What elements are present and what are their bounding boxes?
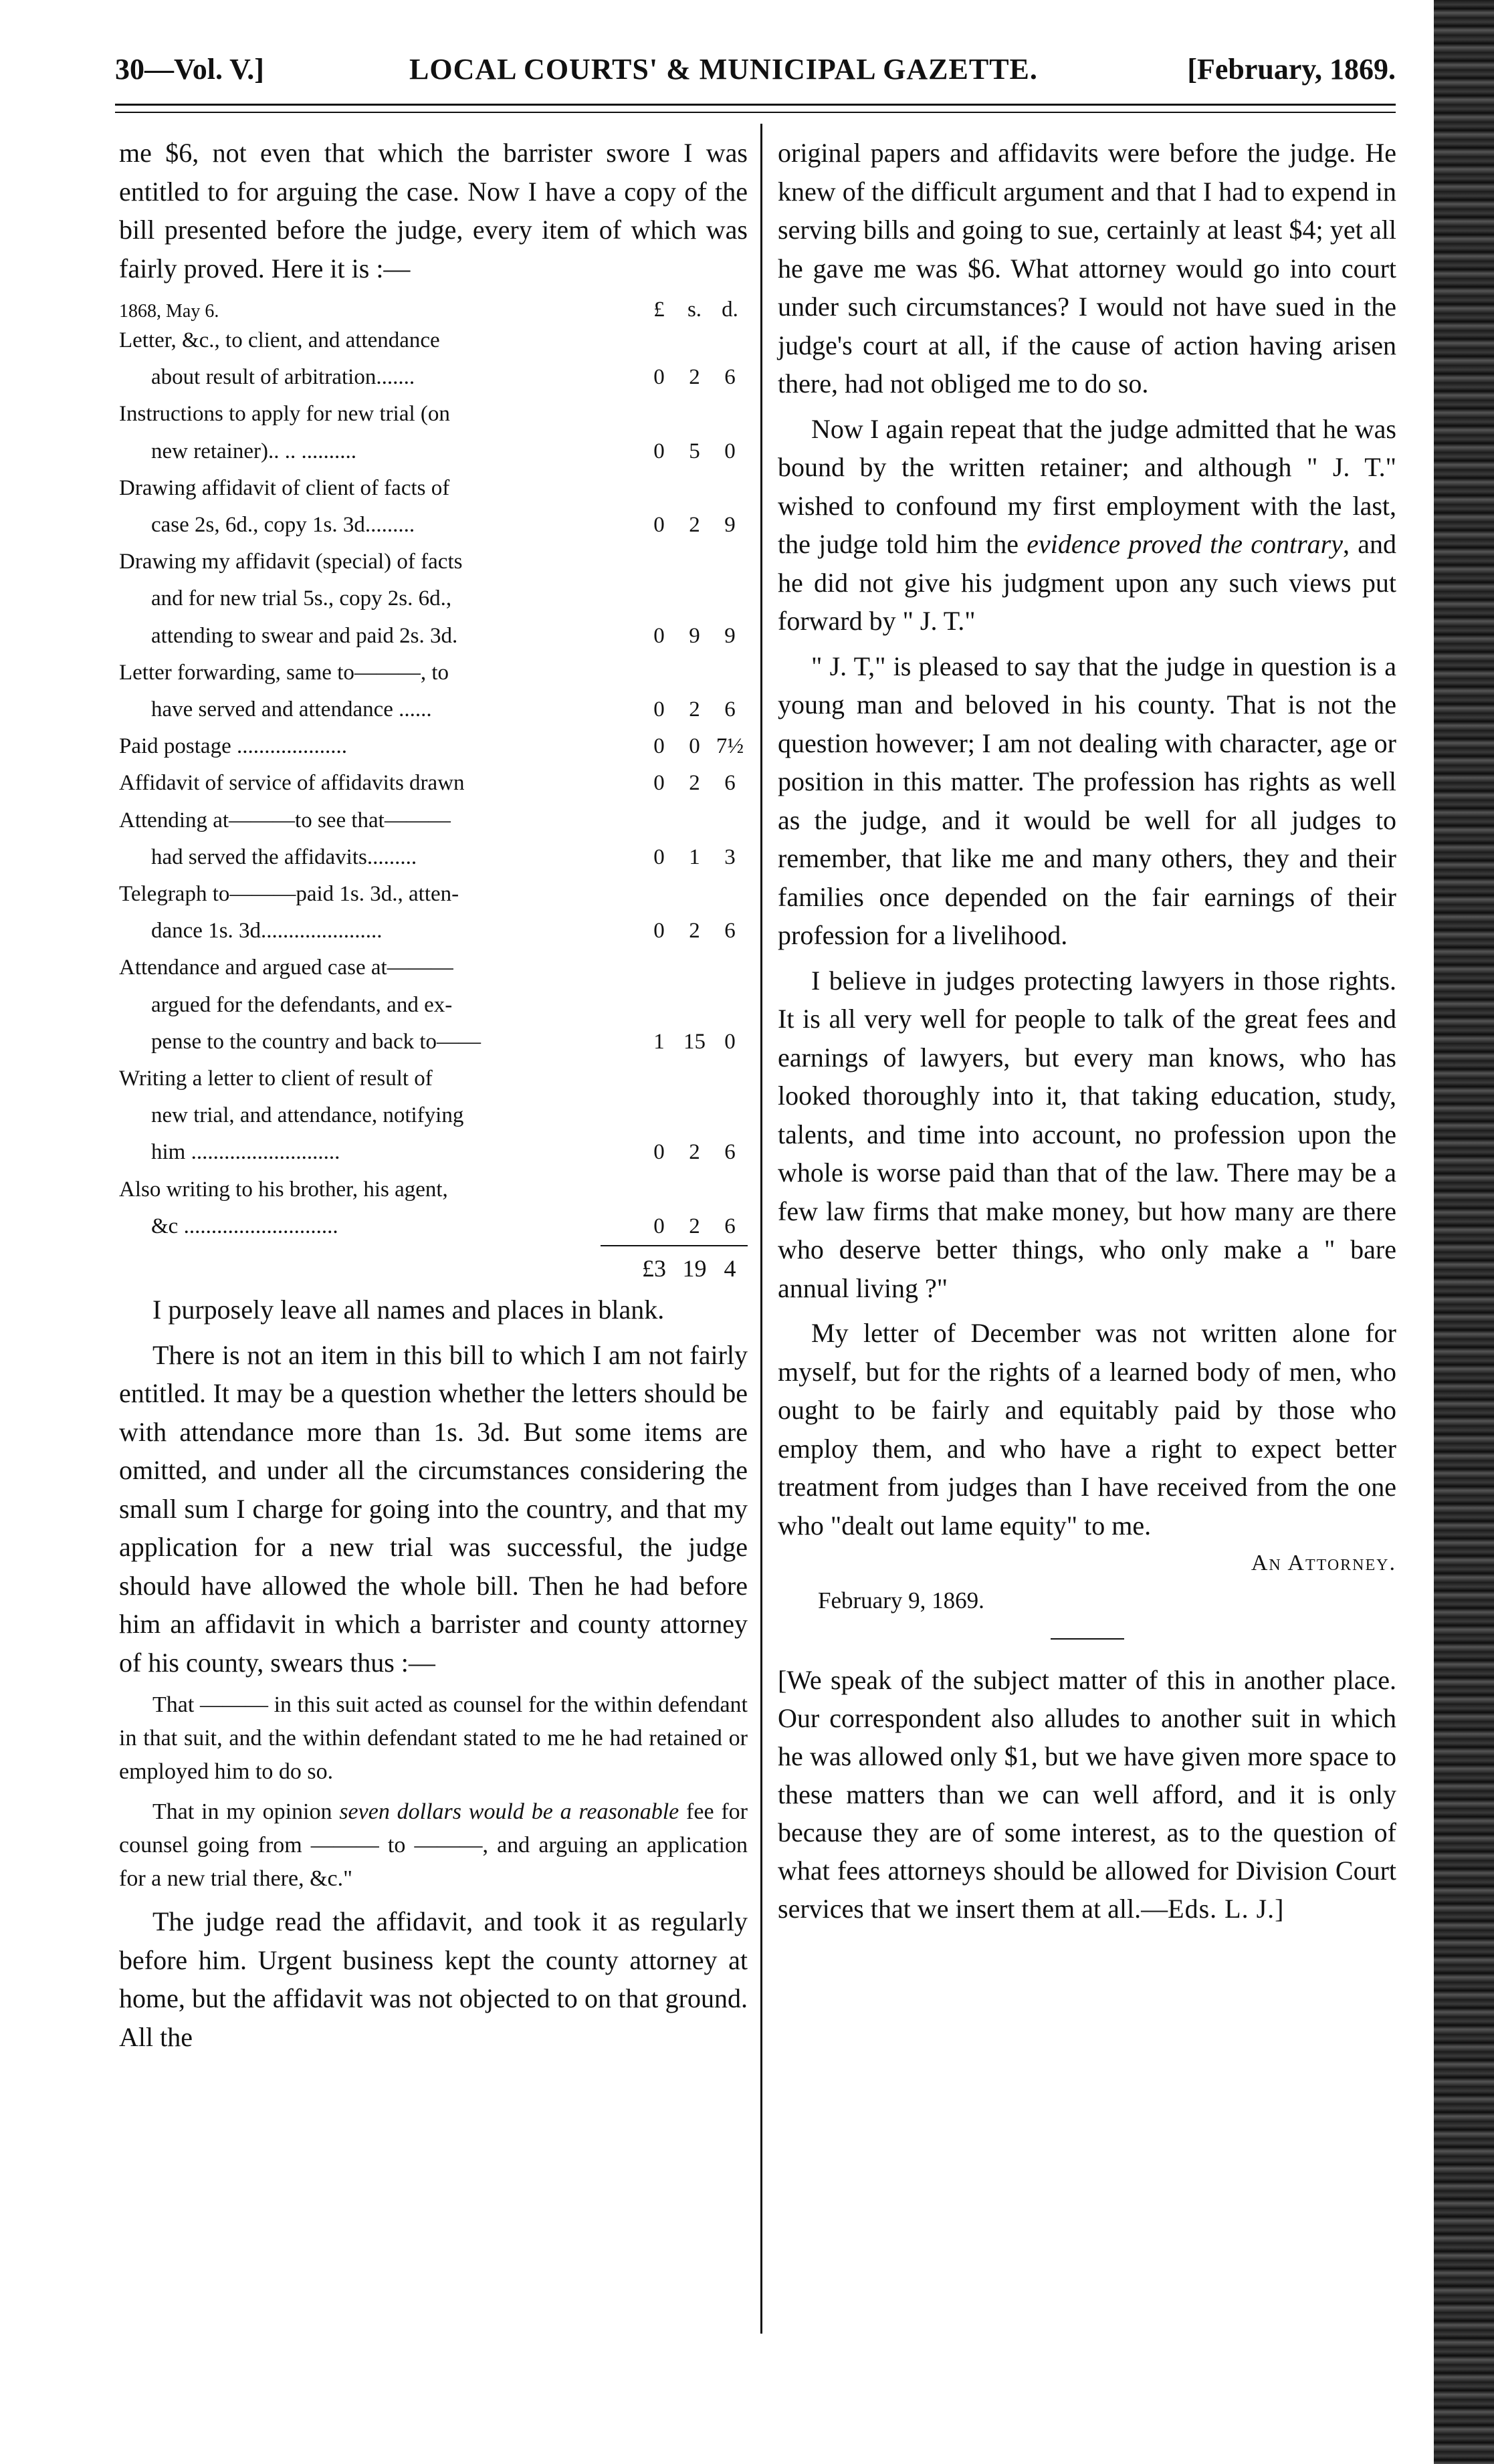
bill-amount-pounds: 0 [653,771,665,796]
bill-items [119,322,748,1245]
bill-item [119,544,748,655]
section-rule [1051,1638,1124,1640]
right-column [778,134,1396,1928]
paragraph: me $6, not even that which the barrister swore I was entitled to for arguing the case. Now I have a copy of the bill presented before the judge, every item of which was fairly proved. Here it is :— [119,138,748,284]
bill-amount-shillings: 0 [689,734,700,759]
editor-signature: Eds. L. J.] [1168,1894,1285,1924]
bill-item-text: Drawing my affidavit (special) of facts [119,550,463,574]
header-rule-bottom [115,112,1396,113]
bill-item-text: argued for the defendants, and ex- [151,992,453,1017]
bill-item-text: have served and attendance ...... [151,697,432,722]
bill-item-text: new trial, and attendance, notifying [151,1103,464,1128]
bill-item [119,1060,748,1171]
bill-item [119,470,748,544]
editor-note: [We speak of the subject matter of this in another place. Our correspondent also alludes to another suit in which he was allowed only $1, but we have given more space to these matters than we can well afford, and it is only because they are of some interest, as to the question of what fees attorneys should be allowed for Division Court services that we insert them at all.—Eds. L. J.] [778,1665,1396,1924]
bill-item-text: dance 1s. 3d...................... [151,919,383,943]
bill-amount-pence: 6 [724,771,736,796]
bill-total [601,1245,748,1291]
bill-amount-pounds: 0 [653,439,665,463]
bill-item [119,765,748,802]
bill-item [119,728,748,765]
paragraph: " J. T," is pleased to say that the judge in question is a young man and beloved in his county. That is not the question however; I am not dealing with character, age or position in this matter. The profession has rights as well as the judge, and it would be well for all judges to remember, that like me and many others, they and their families once depended on the fair earnings of their profession for a livelihood. [778,651,1396,950]
paragraph: Now I again repeat that the judge admitted that he was bound by the written retainer; and although " J. T." wished to confound my first employment with the last, the judge told him the evidence proved the contrary, and he did not give his judgment upon any such views put forward by " J. T." [778,413,1397,636]
bill-item-text: Telegraph to———paid 1s. 3d., atten- [119,882,459,907]
bill-item-text: Letter forwarding, same to———, to [119,660,449,685]
bill-amount-shillings: 2 [689,771,700,796]
bill-amount-shillings: 2 [689,697,700,722]
bill-amount-pounds: 0 [653,1140,665,1165]
bill-amount-pence: 6 [724,1214,736,1238]
bill-item-text: attending to swear and paid 2s. 3d. [151,623,458,648]
bill-amount-pounds: 0 [653,1214,665,1238]
bill-item-text: Instructions to apply for new trial (on [119,402,450,427]
paragraph: There is not an item in this bill to which I am not fairly entitled. It may be a question whether the letters should be with attendance more than 1s. 3d. But some items are omitted, and under all the circumstances considering the small sum I charge for going into the country, and that my application for a new trial was successful, the judge should have allowed the whole bill. Then he had before him an affidavit in which a barrister and county attorney of his county, swears thus :— [119,1339,748,1678]
bill-amount-pence: 6 [724,919,736,943]
publication-title: LOCAL COURTS' & MUNICIPAL GAZETTE. [409,53,1038,86]
bill-amount-pence: 7½ [716,734,744,759]
bill-item [119,655,748,728]
bill-amount-pounds: 0 [653,845,665,869]
pounds-header: £ [653,298,665,322]
bill-amount-pence: 6 [724,365,736,390]
column-divider [760,124,762,2334]
total-pence: 4 [724,1255,736,1282]
bill-item [119,322,748,396]
bill-amount-shillings: 5 [689,439,700,463]
bill-amount-pence: 3 [724,845,736,869]
affidavit-quote: That ——— in this suit acted as counsel for the within defendant in that suit, and the within defendant stated to me he had retained or employed him to do so. [119,1692,748,1785]
scan-edge-shadow [1434,0,1494,2464]
bill-item-text: Attendance and argued case at——— [119,956,453,980]
bill-amount-pence: 6 [724,697,736,722]
issue-date: [February, 1869. [1187,53,1396,86]
bill-amount-pence: 0 [724,1029,736,1054]
paragraph: original papers and affidavits were before the judge. He knew of the difficult argument and that I had to expend in serving bills and going to sue, certainly at least $4; yet all he gave me was $6. What attorney would go into court under such circumstances? I would not have sued in the judge's court at all, if the cause of action having arisen there, had not obliged me to do so. [778,138,1396,399]
total-pounds: £3 [642,1255,666,1282]
bill-item [119,876,748,949]
page-volume: 30—Vol. V.] [115,53,264,86]
bill-header [119,290,748,322]
bill-amount-pence: 9 [724,513,736,538]
bill-item-text: him ........................... [151,1140,340,1165]
bill-item-text: Also writing to his brother, his agent, [119,1177,448,1202]
bill-item [119,396,748,469]
paragraph: The judge read the affidavit, and took it as regularly before him. Urgent business kept the county attorney at home, but the affidavit was not objected to on that ground. All the [119,1906,748,2052]
bill-amount-pounds: 0 [653,919,665,943]
pence-header: d. [722,298,738,322]
bill-amount-pounds: 0 [653,697,665,722]
bill-amount-shillings: 15 [683,1029,706,1054]
bill-amount-shillings: 9 [689,623,700,648]
bill-amount-pence: 9 [724,623,736,648]
bill-amount-shillings: 2 [689,365,700,390]
bill-item-text: and for new trial 5s., copy 2s. 6d., [151,586,452,611]
bill-item-text: Paid postage .................... [119,734,347,759]
bill-amount-pounds: 0 [653,623,665,648]
header-rule-top [115,104,1396,106]
bill-amount-shillings: 2 [689,513,700,538]
bill-item [119,949,748,1060]
bill-item-text: Letter, &c., to client, and attendance [119,328,440,352]
paragraph: I purposely leave all names and places in blank. [152,1295,665,1325]
page-header [115,52,1396,99]
bill-item-text: Affidavit of service of affidavits drawn [119,771,465,796]
bill-amount-shillings: 2 [689,1140,700,1165]
bill-amount-pounds: 0 [653,734,665,759]
paragraph: I believe in judges protecting lawyers in those rights. It is all very well for people to talk of the great fees and earnings of lawyers, but every man knows, who has looked thoroughly into it, that taking education, study, talents, and time into account, no profession upon the whole is worse paid than that of the law. There may be a few law firms that make money, but how many are there who deserve better things, who only make a " bare annual living ?" [778,965,1396,1303]
total-shillings: 19 [682,1255,707,1282]
paragraph: My letter of December was not written alone for myself, but for the rights of a learned body of men, who ought to be fairly and equitably paid by those who employ them, and who have a right to expect better treatment from judges than I have received from the one who "dealt out lame equity" to me. [778,1318,1396,1541]
bill-amount-pounds: 1 [653,1029,665,1054]
bill-item-text: Attending at———to see that——— [119,808,451,832]
bill-of-costs [119,290,748,1291]
letter-date: February 9, 1869. [818,1587,984,1613]
bill-item-text: Writing a letter to client of result of [119,1067,433,1091]
bill-item [119,1171,748,1245]
shillings-header: s. [687,298,702,322]
bill-item-text: had served the affidavits......... [151,845,417,869]
bill-amount-shillings: 1 [689,845,700,869]
left-column [119,134,748,2056]
bill-amount-shillings: 2 [689,1214,700,1238]
bill-item-text: pense to the country and back to—— [151,1029,482,1054]
affidavit-quote: That in my opinion seven dollars would be a reasonable fee for counsel going from ——— to ———, and arguing an application for a new trial there, &c." [119,1799,748,1892]
bill-date: 1868, May 6. [119,301,219,322]
bill-item-text: about result of arbitration....... [151,365,415,390]
bill-item-text: Drawing affidavit of client of facts of [119,475,450,500]
bill-item-text: case 2s, 6d., copy 1s. 3d......... [151,513,415,538]
bill-amount-pounds: 0 [653,513,665,538]
signature: An Attorney. [1251,1551,1396,1575]
bill-item [119,802,748,876]
bill-amount-pence: 6 [724,1140,736,1165]
bill-amount-shillings: 2 [689,919,700,943]
bill-item-text: &c ............................ [151,1214,338,1238]
bill-amount-pence: 0 [724,439,736,463]
bill-item-text: new retainer).. .. .......... [151,439,356,463]
bill-amount-pounds: 0 [653,365,665,390]
